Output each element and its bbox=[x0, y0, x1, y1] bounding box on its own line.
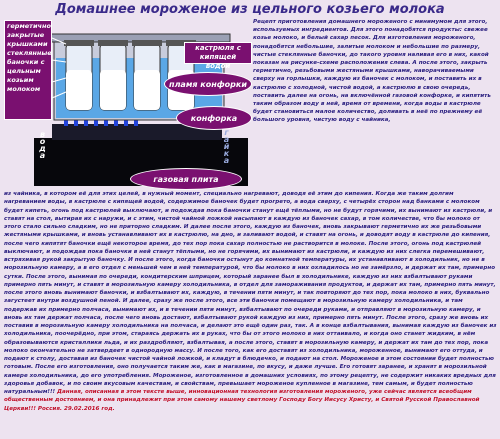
recipe-body-text: из чайника, в котором её для этих целей, в нужный момент, специально нагревают, доводя её этим до кипения. Когда же таким долгим нагреванием воды, в кастрюле с кипящей водой, содержимое баночек будет прогрето, а вода сверху, с четырёх сторон над банками с молоком будет кипеть, огонь под кастрюлей выключают, и подождав пока баночки станут ещё тёплыми, но не будут горячими, их вынимают из кастрюли, и ставят на стол, вытирая их с наружи, и с этим, чистой чайной ложкой насыпают в каждую из баночек сахар, в том количестве, что бы молоко от этого стало сильно сладким, но не приторно сладким. И далее после этого, каждую из баночек, вновь закрывают герметично их же резьбовыми жестяными крышками, и вновь устанавливают их в кастрюлю, на дно, и заливают водой, и ставят на огонь, и доводят воду в кастрюле до кипения, после чего кипятят баночки ещё некоторое время, до тех пор пока сахар полностью не растворится в молоке. После этого, огонь под кастрюлей выключают, и подождав пока баночки в ней станут тёплыми, но не горячими, их вынимают из кастрюли, и каждую из них слегка перемешивают, встряхивая рукой закрытую баночку. И после этого, когда баночки остынут до комнатной температуры, их устанавливают в холодильник, но не в морозильную камеру, а в его отдел с меньшей чем в ней температурой, что бы молоко в них охладилось но не замёрзло, и держат их там, примерно сутки. После этого, вынимая по очереди, кондитерским шприцем, который заранее был в холодильнике, каждую из них взбалтывают руками примерно пять минут, и ставят в морозильную камеру холодильника, в отдел для замораживания продуктов, и держат их там, примерно пять минут, после этого вновь вынимают баночки, и взбалтывают их, каждую, в течении пяти минут, и так повторяют до тех пор, пока молоко в них, буквально загустеет внутри воздушной пеной. И далее, сразу же после этого, все эти баночки помещают в морозильную камеру холодильника, и там подержав их примерно полчаса, вынимают их, и в течении пяти минут, взбалтывают по очереди руками, и отправляют в морозильную камеру, и вновь их там держат полчаса, после чего вновь достают, взбалтывают рукой каждую из них, примерно пять минут. После этого, сразу же вновь их поставив в морозильную камеру холодильника на полчаса, и делают это ещё один раз, так. А в конце взбалтывания, вынимая каждую из баночек из холодильника, поочерёдно, при этом, стараясь держать их в руках, что бы от этого молоко в них оттаивало, и когда оно станет жидким, в нём образовываются кристаллики льда, и их раздробляют, взбалтывая, а после этого, ставят в морозильную камеру, и держат их там до тех пор, пока молоко окончательно не затвердеет в однородную массу. И после того, как его доставят из холодильника, мороженное, вынимают его оттуда, и подают к столу, доставая из баночек чистой чайной ложкой, и кладут в блюдечко, и подают на стол. Мороженое в этом состоянии будет полностью готовым. После его изготовления, оно получается таким же, как в магазине, по вкусу, и даже лучше. Его готовят заранее, и хранят в морозильной камере холодильника, до его употребления. Мороженое, изготовленное в домашних условиях, по этому рецепту, не содержит никаких вредных для здоровья добавок, и по своим вкусовым качествам, и свойствам, превышает мороженое купленное в магазине, тем самым, и будет полностью натуральным!!! bbox=[4, 191, 497, 395]
flame-label: пламя конфорки bbox=[164, 72, 252, 96]
closing-line: Данная, описанная в этом тексте выше, инновационная технология изготовления мороженого, уже сейчас является всеобщим общественным достоянием, и она принадлежит при этом самому нашему светлому Господу Богу Иисусу Христу, и Святой Русской Православной Церкви!!! Россия. 29.02.2016 год. bbox=[4, 389, 480, 412]
recipe-intro: Рецепт приготовления домашнего мороженого с минимумом для этого, используемых ингредиентов. Для этого понадобятся продукты: свежее козье молоко, и белый сахар песок. Для изготовления мороженого, понадобятся небольшие, залитые молоком и небольшие по размеру, чистые стеклянные баночки, до такого уровня наливая его в них, какой показан на рисунке-схеме расположения слева. А после этого, закрыть герметично, резьбовыми жестяными крышками, наворачиваемыми сверху на горлышки, каждую из баночек с молоком, и поставить их в кастрюлю с холодной, чистой водой, а кастрюлю в свою очередь, поставить далее на огонь, на включённой газовой конфорке, и кипятить таким образом воду в ней, время от времени, когда воды в кастрюле будет становиться малое количество, доливать в неё по прежнему её большого уровня, чистую воду с чайника, bbox=[253, 19, 491, 124]
page-title: Домашнее мороженое из цельного козьего молока bbox=[55, 2, 445, 17]
jars-label: герметично закрытые крышками стеклянные баночки с цельным козьим молоком bbox=[4, 20, 52, 120]
stove-label: газовая плита bbox=[130, 168, 242, 190]
recipe-body bbox=[4, 190, 497, 413]
water-label: вода bbox=[38, 130, 47, 158]
stove-illustration bbox=[4, 20, 250, 188]
burner-label: конфорка bbox=[176, 106, 252, 130]
pot-label: кастрюля с кипящей водой bbox=[184, 42, 252, 64]
nut-label: гайка bbox=[222, 128, 231, 163]
